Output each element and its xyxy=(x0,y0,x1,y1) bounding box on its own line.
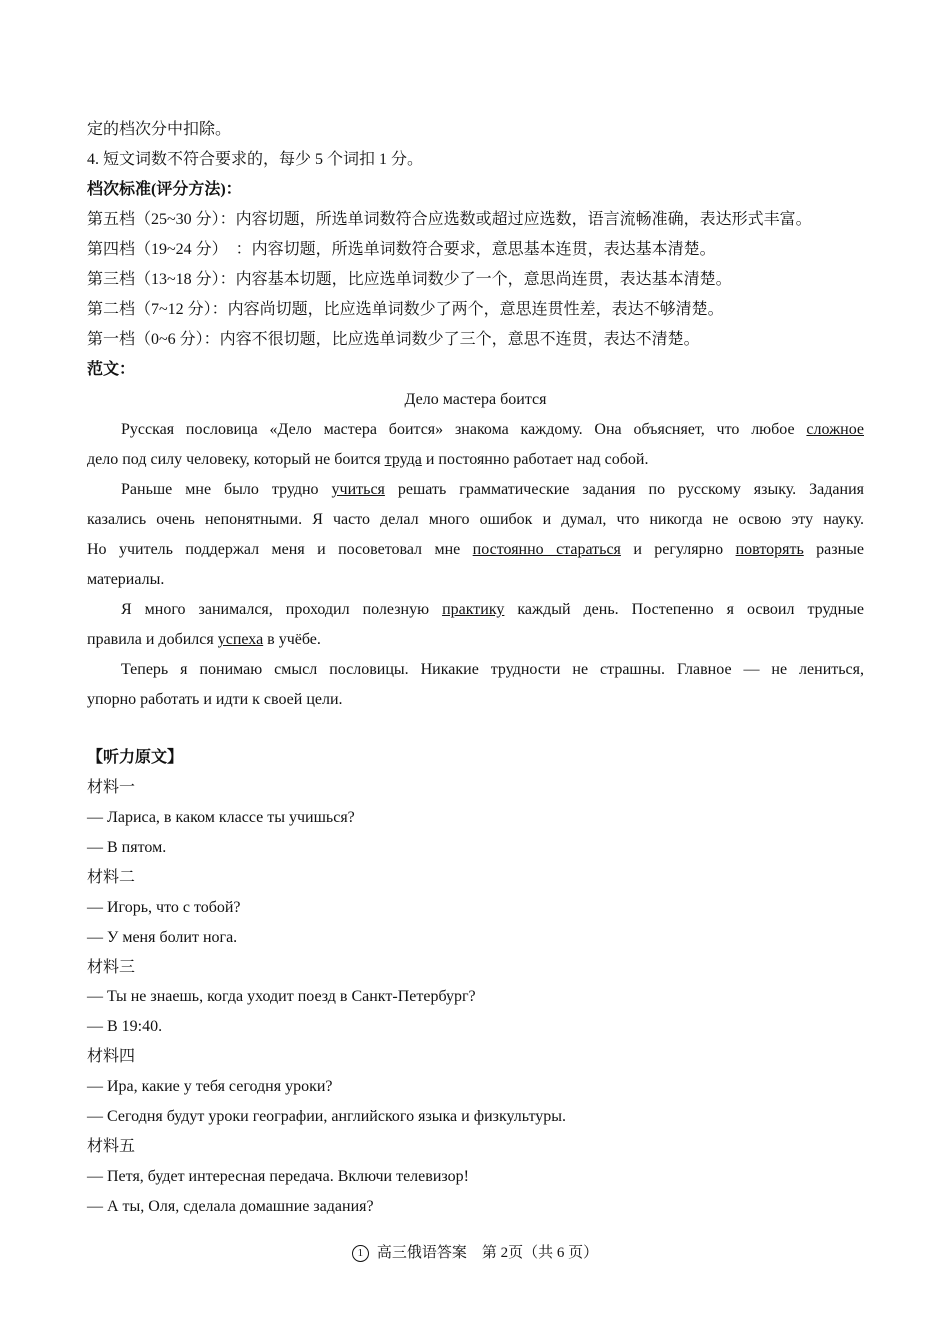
material-1-line-1: — Лариса, в каком классе ты учишься? xyxy=(87,809,355,826)
intro-line-2: 4. 短文词数不符合要求的，每少 5 个词扣 1 分。 xyxy=(87,151,424,168)
material-5-line-2: — А ты, Оля, сделала домашние задания? xyxy=(87,1198,374,1215)
grading-heading: 档次标准(评分方法)： xyxy=(87,181,242,198)
underlined-word: успеха xyxy=(217,631,264,648)
circled-number-icon: 1 xyxy=(352,1245,369,1262)
material-2-label: 材料二 xyxy=(87,869,136,886)
essay-p2-line-4: материалы. xyxy=(87,571,165,588)
material-1-label: 材料一 xyxy=(87,779,136,796)
material-3-label: 材料三 xyxy=(87,959,136,976)
underlined-word: труда xyxy=(384,451,422,468)
essay-p3-line-1: Я много занимался, проходил полезную практику каждый день. Постепенно я освоил трудные xyxy=(121,601,864,618)
essay-p2-line-3: Но учитель поддержал меня и посоветовал мне постоянно стараться и регулярно повторять разные xyxy=(87,541,864,558)
material-3-line-2: — В 19:40. xyxy=(87,1018,163,1035)
material-3-line-1: — Ты не знаешь, когда уходит поезд в Санкт-Петербург? xyxy=(87,988,476,1005)
material-5-label: 材料五 xyxy=(87,1138,136,1155)
grading-level-5: 第五档（25~30 分）：内容切题，所选单词数符合应选数或超过应选数，语言流畅准确，表达形式丰富。 xyxy=(87,211,812,228)
essay-p1-line-1: Русская пословица «Дело мастера боится» знакома каждому. Она объясняет, что любое сложное xyxy=(121,421,864,438)
material-5-line-1: — Петя, будет интересная передача. Включи телевизор! xyxy=(87,1168,469,1185)
material-4-line-2: — Сегодня будут уроки географии, английского языка и физкультуры. xyxy=(87,1108,567,1125)
material-1-line-2: — В пятом. xyxy=(87,839,167,856)
material-4-line-1: — Ира, какие у тебя сегодня уроки? xyxy=(87,1078,333,1095)
page-footer xyxy=(0,1243,950,1263)
grading-level-3: 第三档（13~18 分）：内容基本切题，比应选单词数少了一个，意思尚连贯，表达基本清楚。 xyxy=(87,271,732,288)
underlined-word: учиться xyxy=(331,481,385,498)
grading-level-1: 第一档（0~6 分）：内容不很切题，比应选单词数少了三个，意思不连贯，表达不清楚。 xyxy=(87,331,700,348)
underlined-word: практику xyxy=(442,601,505,618)
essay-p1-line-2: дело под силу человеку, который не боится труда и постоянно работает над собой. xyxy=(87,451,649,468)
underlined-word: сложное xyxy=(806,421,864,438)
material-2-line-1: — Игорь, что с тобой? xyxy=(87,899,241,916)
listening-heading: 【听力原文】 xyxy=(87,749,184,766)
essay-p2-line-2: казались очень непонятными. Я часто делал много ошибок и думал, что никогда не освою эту науку. xyxy=(87,511,864,528)
material-4-label: 材料四 xyxy=(87,1048,136,1065)
essay-label: 范文： xyxy=(87,361,136,378)
underlined-phrase: постоянно стараться xyxy=(472,541,621,558)
grading-level-4: 第四档（19~24 分） ：内容切题，所选单词数符合要求，意思基本连贯，表达基本清楚。 xyxy=(87,241,716,258)
essay-p4-line-1: Теперь я понимаю смысл пословицы. Никакие трудности не страшны. Главное — не лениться, xyxy=(121,661,864,678)
material-2-line-2: — У меня болит нога. xyxy=(87,929,238,946)
footer-text: 高三俄语答案 第 2页（共 6 页） xyxy=(376,1245,599,1261)
intro-line-1: 定的档次分中扣除。 xyxy=(87,121,232,138)
essay-p2-line-1: Раньше мне было трудно учиться решать грамматические задания по русскому языку. Задания xyxy=(121,481,865,498)
underlined-word: повторять xyxy=(735,541,804,558)
essay-p4-line-2: упорно работать и идти к своей цели. xyxy=(87,691,343,708)
essay-p3-line-2: правила и добился успеха в учёбе. xyxy=(87,631,321,648)
essay-title: Дело мастера боится xyxy=(404,391,547,408)
grading-level-2: 第二档（7~12 分）：内容尚切题，比应选单词数少了两个，意思连贯性差，表达不够清楚。 xyxy=(87,301,724,318)
